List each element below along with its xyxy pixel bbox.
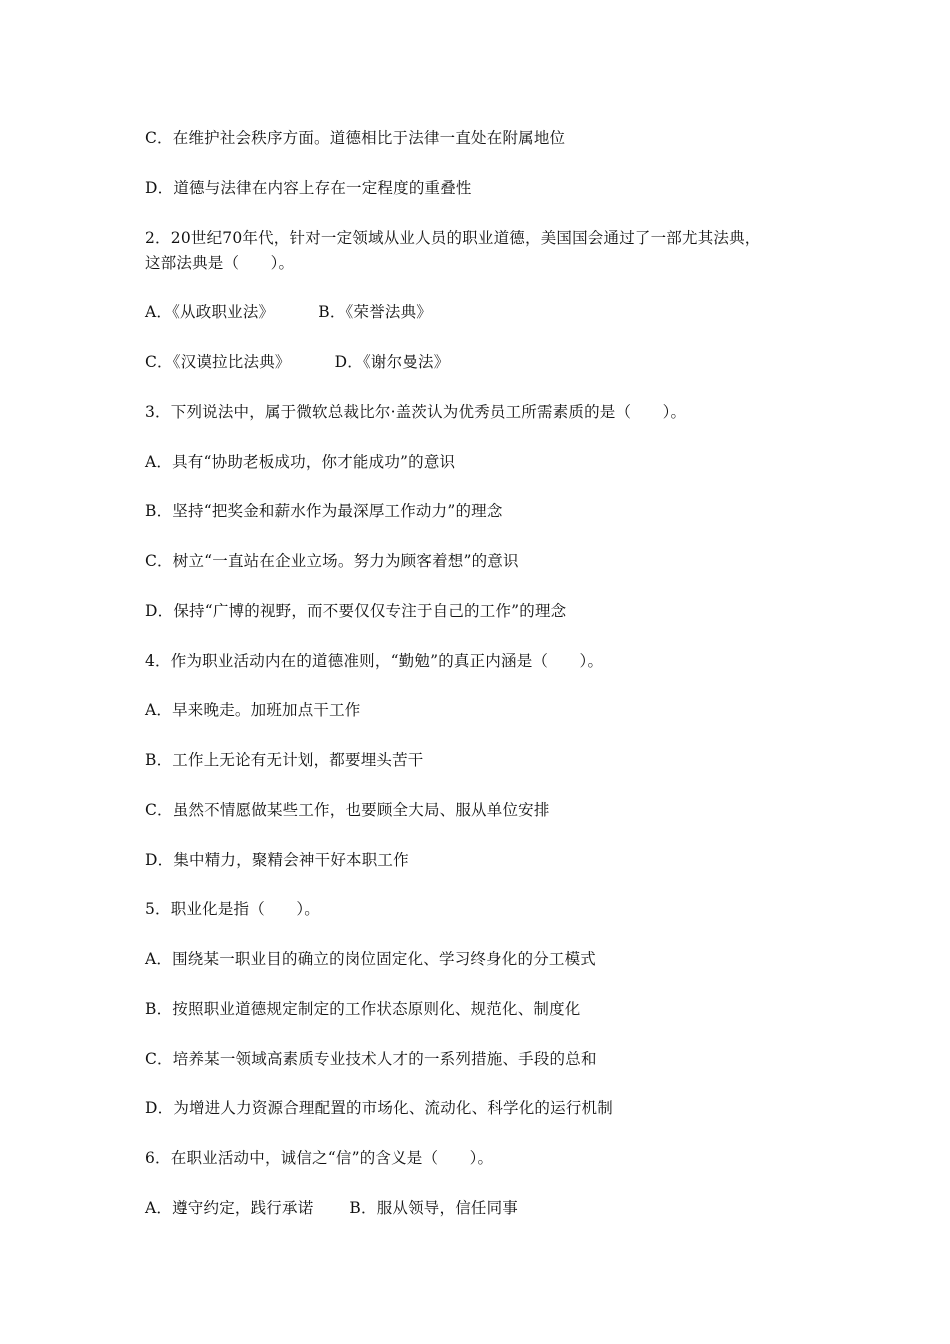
options-2cd [145,350,825,374]
option-2a: A．《从政职业法》 [145,303,275,321]
option-2c: C．《汉谟拉比法典》 [145,353,291,371]
options-6ab [145,1196,825,1220]
option-1c: C．在维护社会秩序方面。道德相比于法律一直处在附属地位 [145,129,566,147]
option-3a: A．具有“协助老板成功，你才能成功”的意识 [145,453,456,471]
option-3d: D．保持“广博的视野，而不要仅仅专注于自己的工作”的理念 [145,602,567,620]
option-3b: B．坚持“把奖金和薪水作为最深厚工作动力”的理念 [145,502,503,520]
option-4c: C．虽然不情愿做某些工作，也要顾全大局、服从单位安排 [145,801,550,819]
option-5c: C．培养某一领域高素质专业技术人才的一系列措施、手段的总和 [145,1050,597,1068]
options-2ab [145,300,825,324]
option-6a: A．遵守约定，践行承诺 [145,1199,314,1217]
question-6: 6．在职业活动中，诚信之“信”的含义是（ ）。 [145,1149,494,1167]
option-4d: D．集中精力，聚精会神干好本职工作 [145,851,409,869]
option-1d: D．道德与法律在内容上存在一定程度的重叠性 [145,179,472,197]
option-6b: B．服从领导，信任同事 [349,1199,518,1217]
question-2-line-2: 这部法典是（ ）。 [145,254,295,272]
option-4b: B．工作上无论有无计划，都要埋头苦干 [145,751,424,769]
option-4a: A．早来晚走。加班加点干工作 [145,701,361,719]
option-2d: D．《谢尔曼法》 [334,353,450,371]
option-5d: D．为增进人力资源合理配置的市场化、流动化、科学化的运行机制 [145,1099,613,1117]
option-3c: C．树立“一直站在企业立场。努力为顾客着想”的意识 [145,552,519,570]
question-2-line-1: 2．20世纪70年代，针对一定领域从业人员的职业道德，美国国会通过了一部尤其法典， [145,229,761,247]
question-4: 4．作为职业活动内在的道德准则，“勤勉”的真正内涵是（ ）。 [145,652,604,670]
option-5b: B．按照职业道德规定制定的工作状态原则化、规范化、制度化 [145,1000,581,1018]
question-5: 5．职业化是指（ ）。 [145,900,321,918]
option-2b: B．《荣誉法典》 [318,303,432,321]
question-3: 3．下列说法中，属于微软总裁比尔·盖茨认为优秀员工所需素质的是（ ）。 [145,403,687,421]
option-5a: A．围绕某一职业目的确立的岗位固定化、学习终身化的分工模式 [145,950,596,968]
